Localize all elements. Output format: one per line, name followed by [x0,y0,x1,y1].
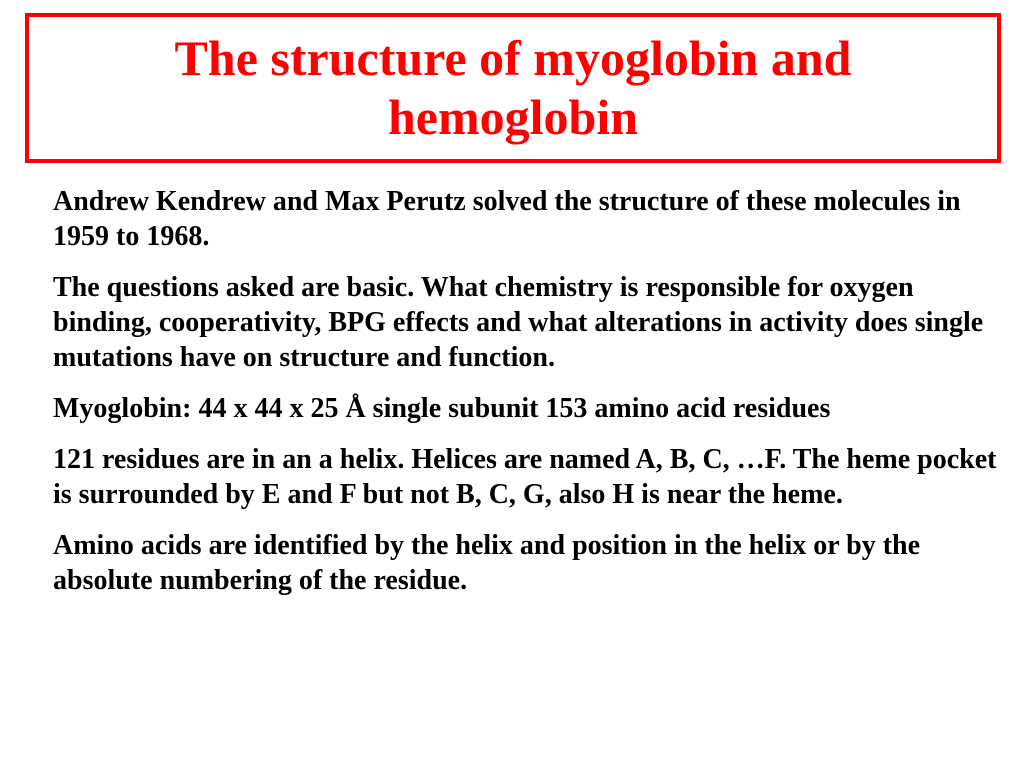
paragraph-myoglobin-dimensions: Myoglobin: 44 x 44 x 25 Å single subunit 153 amino acid residues [53,393,831,424]
title-box [25,13,1001,163]
slide-body [53,184,1003,614]
paragraph-structure-solved: Andrew Kendrew and Max Perutz solved the structure of these molecules in 1959 to 1968. [53,186,961,252]
paragraph-basic-questions: The questions asked are basic. What chemistry is responsible for oxygen binding, cooperativity, BPG effects and what alterations in activity does single mutations have on structure and function. [53,272,984,373]
paragraph-helices: 121 residues are in an a helix. Helices are named A, B, C, …F. The heme pocket is surrounded by E and F but not B, C, G, also H is near the heme. [53,444,997,510]
paragraph-amino-acid-identification: Amino acids are identified by the helix and position in the helix or by the absolute numbering of the residue. [53,530,921,596]
slide-title: The structure of myoglobin and hemoglobin [174,30,852,145]
